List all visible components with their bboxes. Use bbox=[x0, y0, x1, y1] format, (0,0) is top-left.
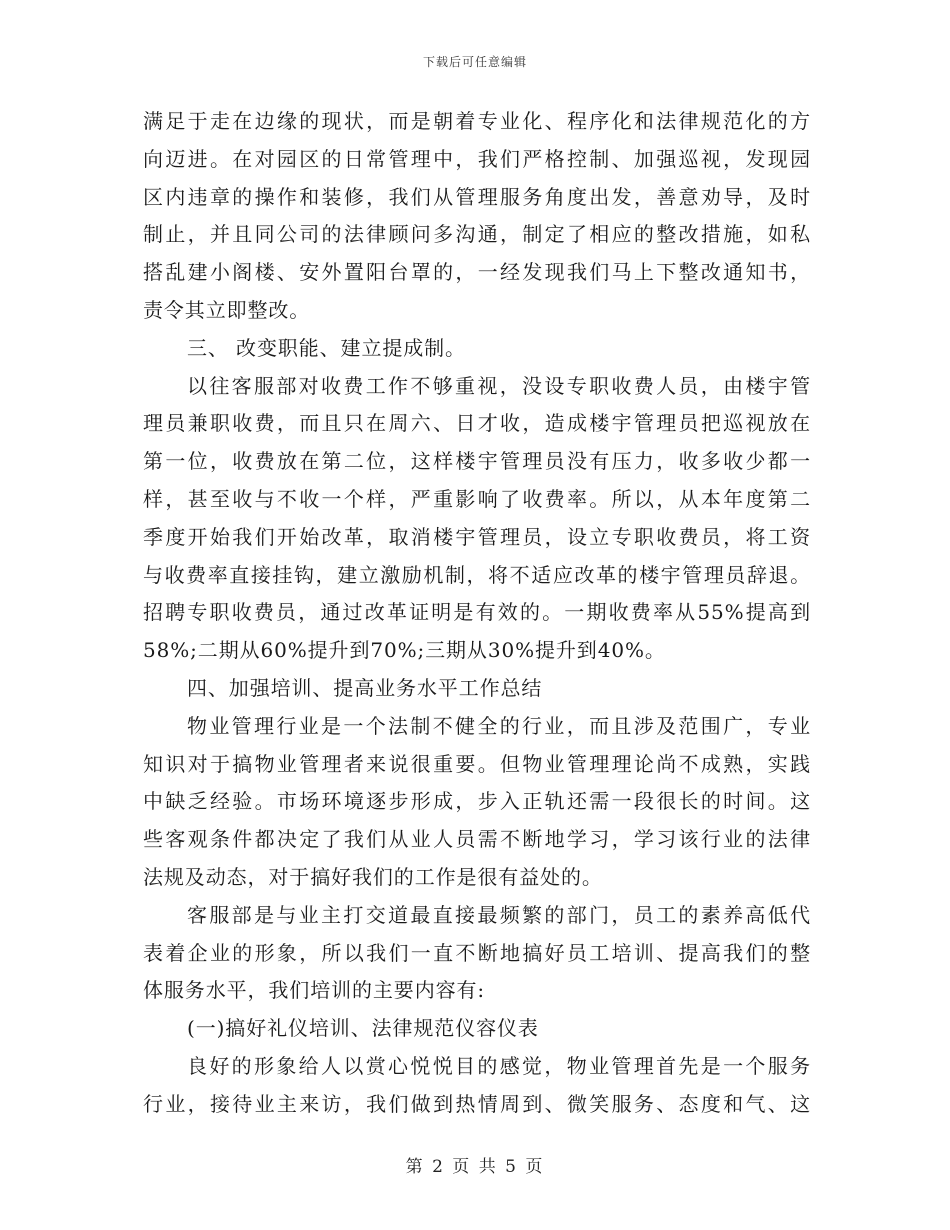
text-line: 第一位，收费放在第二位，这样楼宇管理员没有压力，收多收少都一 bbox=[143, 449, 811, 474]
text-line: 法规及动态，对于搞好我们的工作是很有益处的。 bbox=[143, 864, 603, 889]
text-line: 些客观条件都决定了我们从业人员需不断地学习，学习该行业的法律 bbox=[143, 827, 811, 852]
text-line: 满足于走在边缘的现状，而是朝着专业化、程序化和法律规范化的方 bbox=[143, 109, 811, 133]
section-heading: 三、 改变职能、建立提成制。 bbox=[187, 335, 466, 360]
section-heading: (一)搞好礼仪培训、法律规范仪容仪表 bbox=[187, 1016, 539, 1041]
text-line: 向迈进。在对园区的日常管理中，我们严格控制、加强巡视，发现园 bbox=[143, 146, 811, 171]
text-line: 客服部是与业主打交道最直接最频繁的部门，员工的素养高低代 bbox=[187, 902, 811, 927]
text-line: 样，甚至收与不收一个样，严重影响了收费率。所以，从本年度第二 bbox=[143, 486, 811, 511]
text-line: 良好的形象给人以赏心悦悦目的感觉，物业管理首先是一个服务 bbox=[187, 1053, 811, 1078]
text-line: 体服务水平，我们培训的主要内容有: bbox=[143, 978, 486, 1003]
text-line: 物业管理行业是一个法制不健全的行业，而且涉及范围广，专业 bbox=[187, 713, 811, 738]
text-line: 中缺乏经验。市场环境逐步形成，步入正轨还需一段很长的时间。这 bbox=[143, 789, 811, 814]
page-number: 第 2 页 共 5 页 bbox=[405, 1157, 545, 1177]
text-line: 行业，接待业主来访，我们做到热情周到、微笑服务、态度和气、这 bbox=[143, 1091, 811, 1116]
text-line: 责令其立即整改。 bbox=[143, 297, 311, 322]
text-line: 季度开始我们开始改革，取消楼宇管理员，设立专职收费员，将工资 bbox=[143, 524, 811, 549]
text-line: 招聘专职收费员，通过改革证明是有效的。一期收费率从55%提高到 bbox=[143, 600, 811, 625]
section-heading: 四、加强培训、提高业务水平工作总结 bbox=[187, 675, 543, 700]
text-line: 区内违章的操作和装修，我们从管理服务角度出发，善意劝导，及时 bbox=[143, 184, 811, 209]
text-line: 制止，并且同公司的法律顾问多沟通，制定了相应的整改措施，如私 bbox=[143, 222, 811, 247]
body-text bbox=[143, 103, 811, 1124]
text-line: 以往客服部对收费工作不够重视，没设专职收费人员，由楼宇管 bbox=[187, 373, 811, 398]
text-line: 58%;二期从60%提升到70%;三期从30%提升到40%。 bbox=[143, 638, 666, 663]
text-line: 知识对于搞物业管理者来说很重要。但物业管理理论尚不成熟，实践 bbox=[143, 751, 811, 776]
text-line: 理员兼职收费，而且只在周六、日才收，造成楼宇管理员把巡视放在 bbox=[143, 411, 811, 436]
header-note: 下载后可任意编辑 bbox=[422, 55, 527, 69]
text-line: 搭乱建小阁楼、安外置阳台罩的，一经发现我们马上下整改通知书， bbox=[143, 260, 811, 285]
text-line: 与收费率直接挂钩，建立激励机制，将不适应改革的楼宇管理员辞退。 bbox=[143, 562, 811, 587]
text-line: 表着企业的形象，所以我们一直不断地搞好员工培训、提高我们的整 bbox=[143, 940, 811, 965]
